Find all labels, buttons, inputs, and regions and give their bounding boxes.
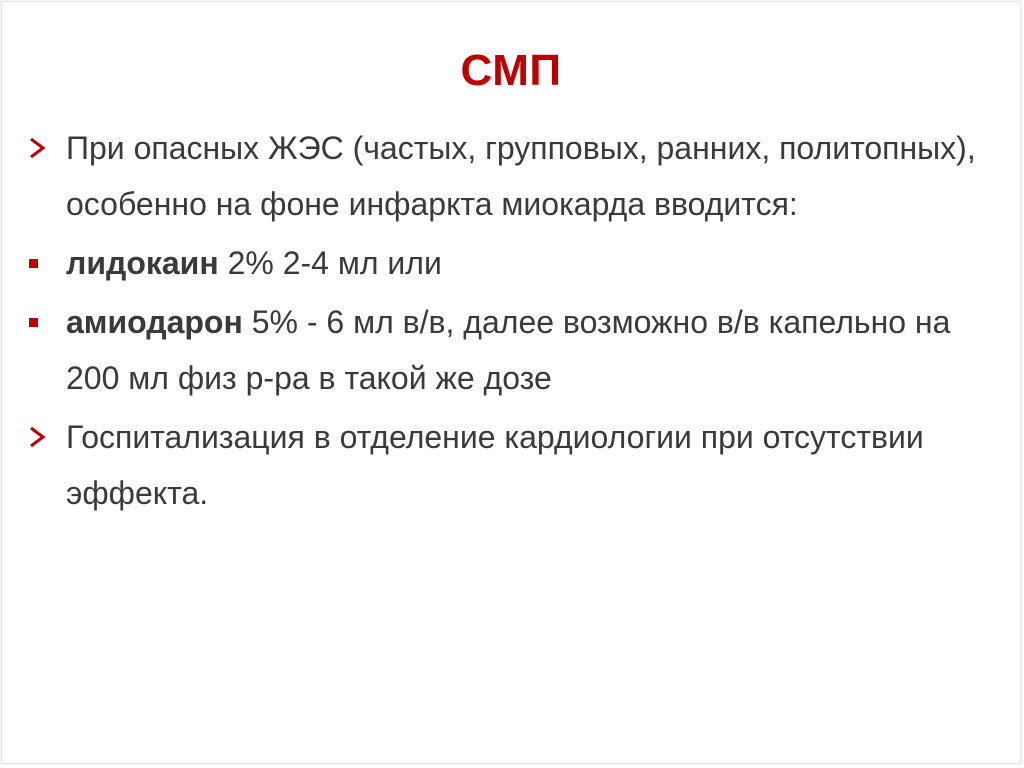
arrow-bullet-icon [26, 409, 56, 465]
drug-name: амиодарон [66, 304, 243, 340]
square-bullet-icon [26, 235, 56, 291]
bullet-text: 5% - 6 мл в/в, далее возможно в/в капельно на 200 мл физ р-ра в такой же дозе [66, 304, 951, 396]
slide-title: СМП [460, 46, 562, 95]
bullet-text: 2% 2-4 мл или [218, 245, 442, 281]
bullet-item-2 [26, 235, 986, 291]
bullet-item-4 [26, 409, 986, 521]
bullet-list [26, 120, 986, 524]
bullet-text: Госпитализация в отделение кардиологии при отсутствии эффекта. [66, 419, 924, 511]
bullet-text: При опасных ЖЭС (частых, групповых, ранних, политопных), особенно на фоне инфаркта миокарда вводится: [66, 130, 976, 222]
bullet-item-3 [26, 294, 986, 406]
bullet-item-1 [26, 120, 986, 232]
drug-name: лидокаин [66, 245, 219, 281]
square-bullet-icon [26, 294, 56, 350]
arrow-bullet-icon [26, 120, 56, 176]
slide [1, 1, 1021, 764]
